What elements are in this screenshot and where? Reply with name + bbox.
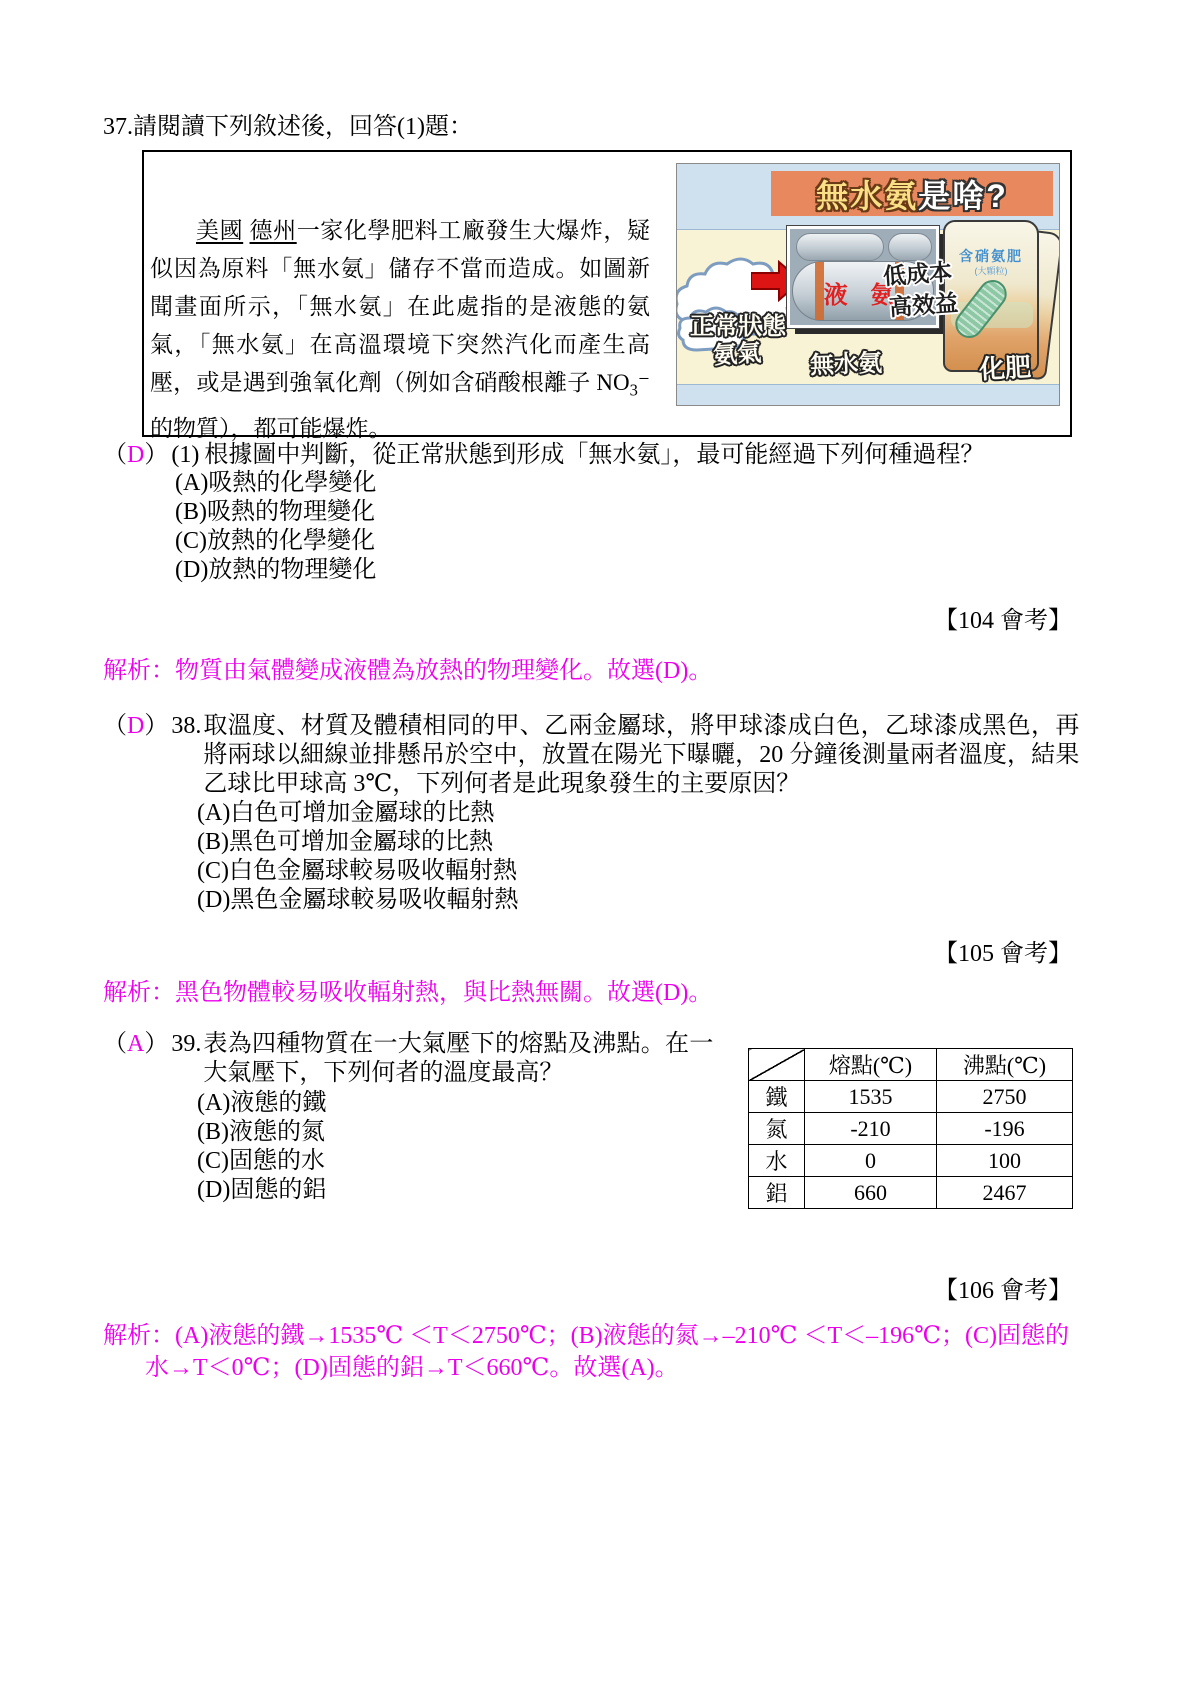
table-cell: 0 [805,1145,937,1177]
option: (A)液態的鐵 [197,1090,327,1116]
news-title-banner [771,171,1053,216]
bag-size-label: (大顆粒) [974,266,1008,276]
option: (C)固態的水 [197,1148,325,1174]
table-row [749,1081,1073,1113]
question-1 [103,441,984,470]
table-cell: -210 [805,1113,937,1145]
options-list [197,1089,326,1205]
substance-label: 水 [749,1145,805,1177]
substance-label: 鋁 [749,1177,805,1209]
table-header-cell: 沸點(℃) [937,1049,1073,1081]
option: (D)黑色金屬球較易吸收輻射熱 [197,887,519,913]
high-benefit-label: 高效益 [888,289,959,321]
exam-source-badge: 【104 會考】 [934,608,1072,634]
option: (D)固態的鋁 [197,1177,327,1203]
answer-mark: （D） [103,442,169,468]
question-number: 38. [171,713,202,739]
proper-noun-texas: 德州 [249,218,297,243]
table-cell: 100 [937,1145,1073,1177]
table-cell: 660 [805,1177,937,1209]
table-cell: 1535 [805,1081,937,1113]
low-cost-label: 低成本 [882,258,953,290]
analysis-text: 解析：(A)液態的鐵→1535℃ ＜T＜2750℃；(B)液態的氮→–210℃ ＜T＜–196℃；(C)固態的水→T＜0℃；(D)固態的鋁→T＜660℃。故選(A)。 [103,1323,1070,1381]
page-title: 37.請閱讀下列敘述後，回答(1)題： [103,114,473,140]
liquid-ammonia-text: 液 氨 [823,282,903,309]
answer-mark: （D） [103,713,169,739]
question-stem: 根據圖中判斷，從正常狀態到形成「無水氨」，最可能經過下列何種過程？ [204,442,985,468]
substance-label: 鐵 [749,1081,805,1113]
answer-mark: （A） [103,1031,169,1057]
ammonia-gas-label: 氨氣 [712,339,763,370]
question-number: 39. [171,1031,202,1057]
question-39 [103,1030,713,1088]
table-row [749,1177,1073,1209]
option: (D)放熱的物理變化 [175,557,377,583]
options-list [197,799,518,915]
bag-brand-label: 含硝氨肥 [959,248,1023,264]
table-corner-cell [749,1049,805,1081]
news-title-rest: 是啥? [918,177,1008,214]
table-row [749,1113,1073,1145]
option: (A)吸熱的化學變化 [175,470,377,496]
exam-source-badge: 【106 會考】 [934,1278,1072,1304]
option: (B)吸熱的物理變化 [175,499,375,525]
table-cell: 2467 [937,1177,1073,1209]
proper-noun-usa: 美國 [196,218,244,243]
exam-source-badge: 【105 會考】 [934,941,1072,967]
analysis-text: 解析：物質由氣體變成液體為放熱的物理變化。故選(D)。 [103,658,713,684]
option: (B)黑色可增加金屬球的比熱 [197,829,493,855]
nitrate-subscript: 3 [629,380,638,400]
normal-state-label: 正常狀態 [690,313,786,340]
table-row [749,1145,1073,1177]
table-header-cell: 熔點(℃) [805,1049,937,1081]
question-stem: 取溫度、材質及體積相同的甲、乙兩金屬球，將甲球漆成白色，乙球漆成黑色，再將兩球以細線並排懸吊於空中，放置在陽光下曝曬，20 分鐘後測量兩者溫度，結果乙球比甲球高 3℃，下列何者是此現象發生的主要原因？ [203,713,1080,797]
table-header-row [749,1049,1073,1081]
question-number: (1) [171,442,200,468]
question-stem: 表為四種物質在一大氣壓下的熔點及沸點。在一大氣壓下，下列何者的溫度最高？ [203,1031,714,1086]
options-list [175,469,376,585]
table-cell: -196 [937,1113,1073,1145]
sky-band-bottom [677,384,1060,406]
option: (C)放熱的化學變化 [175,528,375,554]
fertilizer-label: 化肥 [978,351,1032,385]
table-cell: 2750 [937,1081,1073,1113]
melting-boiling-table [748,1048,1073,1209]
analysis-text: 解析：黑色物體較易吸收輻射熱，與比熱無關。故選(D)。 [103,980,713,1006]
passage-text: 美國 德州一家化學肥料工廠發生大爆炸，疑似因為原料「無水氨」儲存不當而造成。如圖新聞畫面所示，「無水氨」在此處指的是液態的氨氣，「無水氨」在高溫環境下突然汽化而產生高壓，或是遇到強氧化劑（例如含硝酸根離子 $NO_3^-$的物質），都可能爆炸。 [150,218,651,441]
anhydrous-ammonia-label: 無水氨 [809,349,883,380]
answer-letter: D [127,442,145,468]
answer-letter: D [127,713,145,739]
question-38 [103,712,1079,799]
option: (C)白色金屬球較易吸收輻射熱 [197,858,517,884]
option: (A)白色可增加金屬球的比熱 [197,800,495,826]
substance-label: 氮 [749,1113,805,1145]
news-title-main: 無水氨 [816,177,919,214]
tank-cylinder-small [796,233,884,261]
answer-letter: A [127,1031,145,1057]
news-illustration [676,163,1060,406]
option: (B)液態的氮 [197,1119,325,1145]
